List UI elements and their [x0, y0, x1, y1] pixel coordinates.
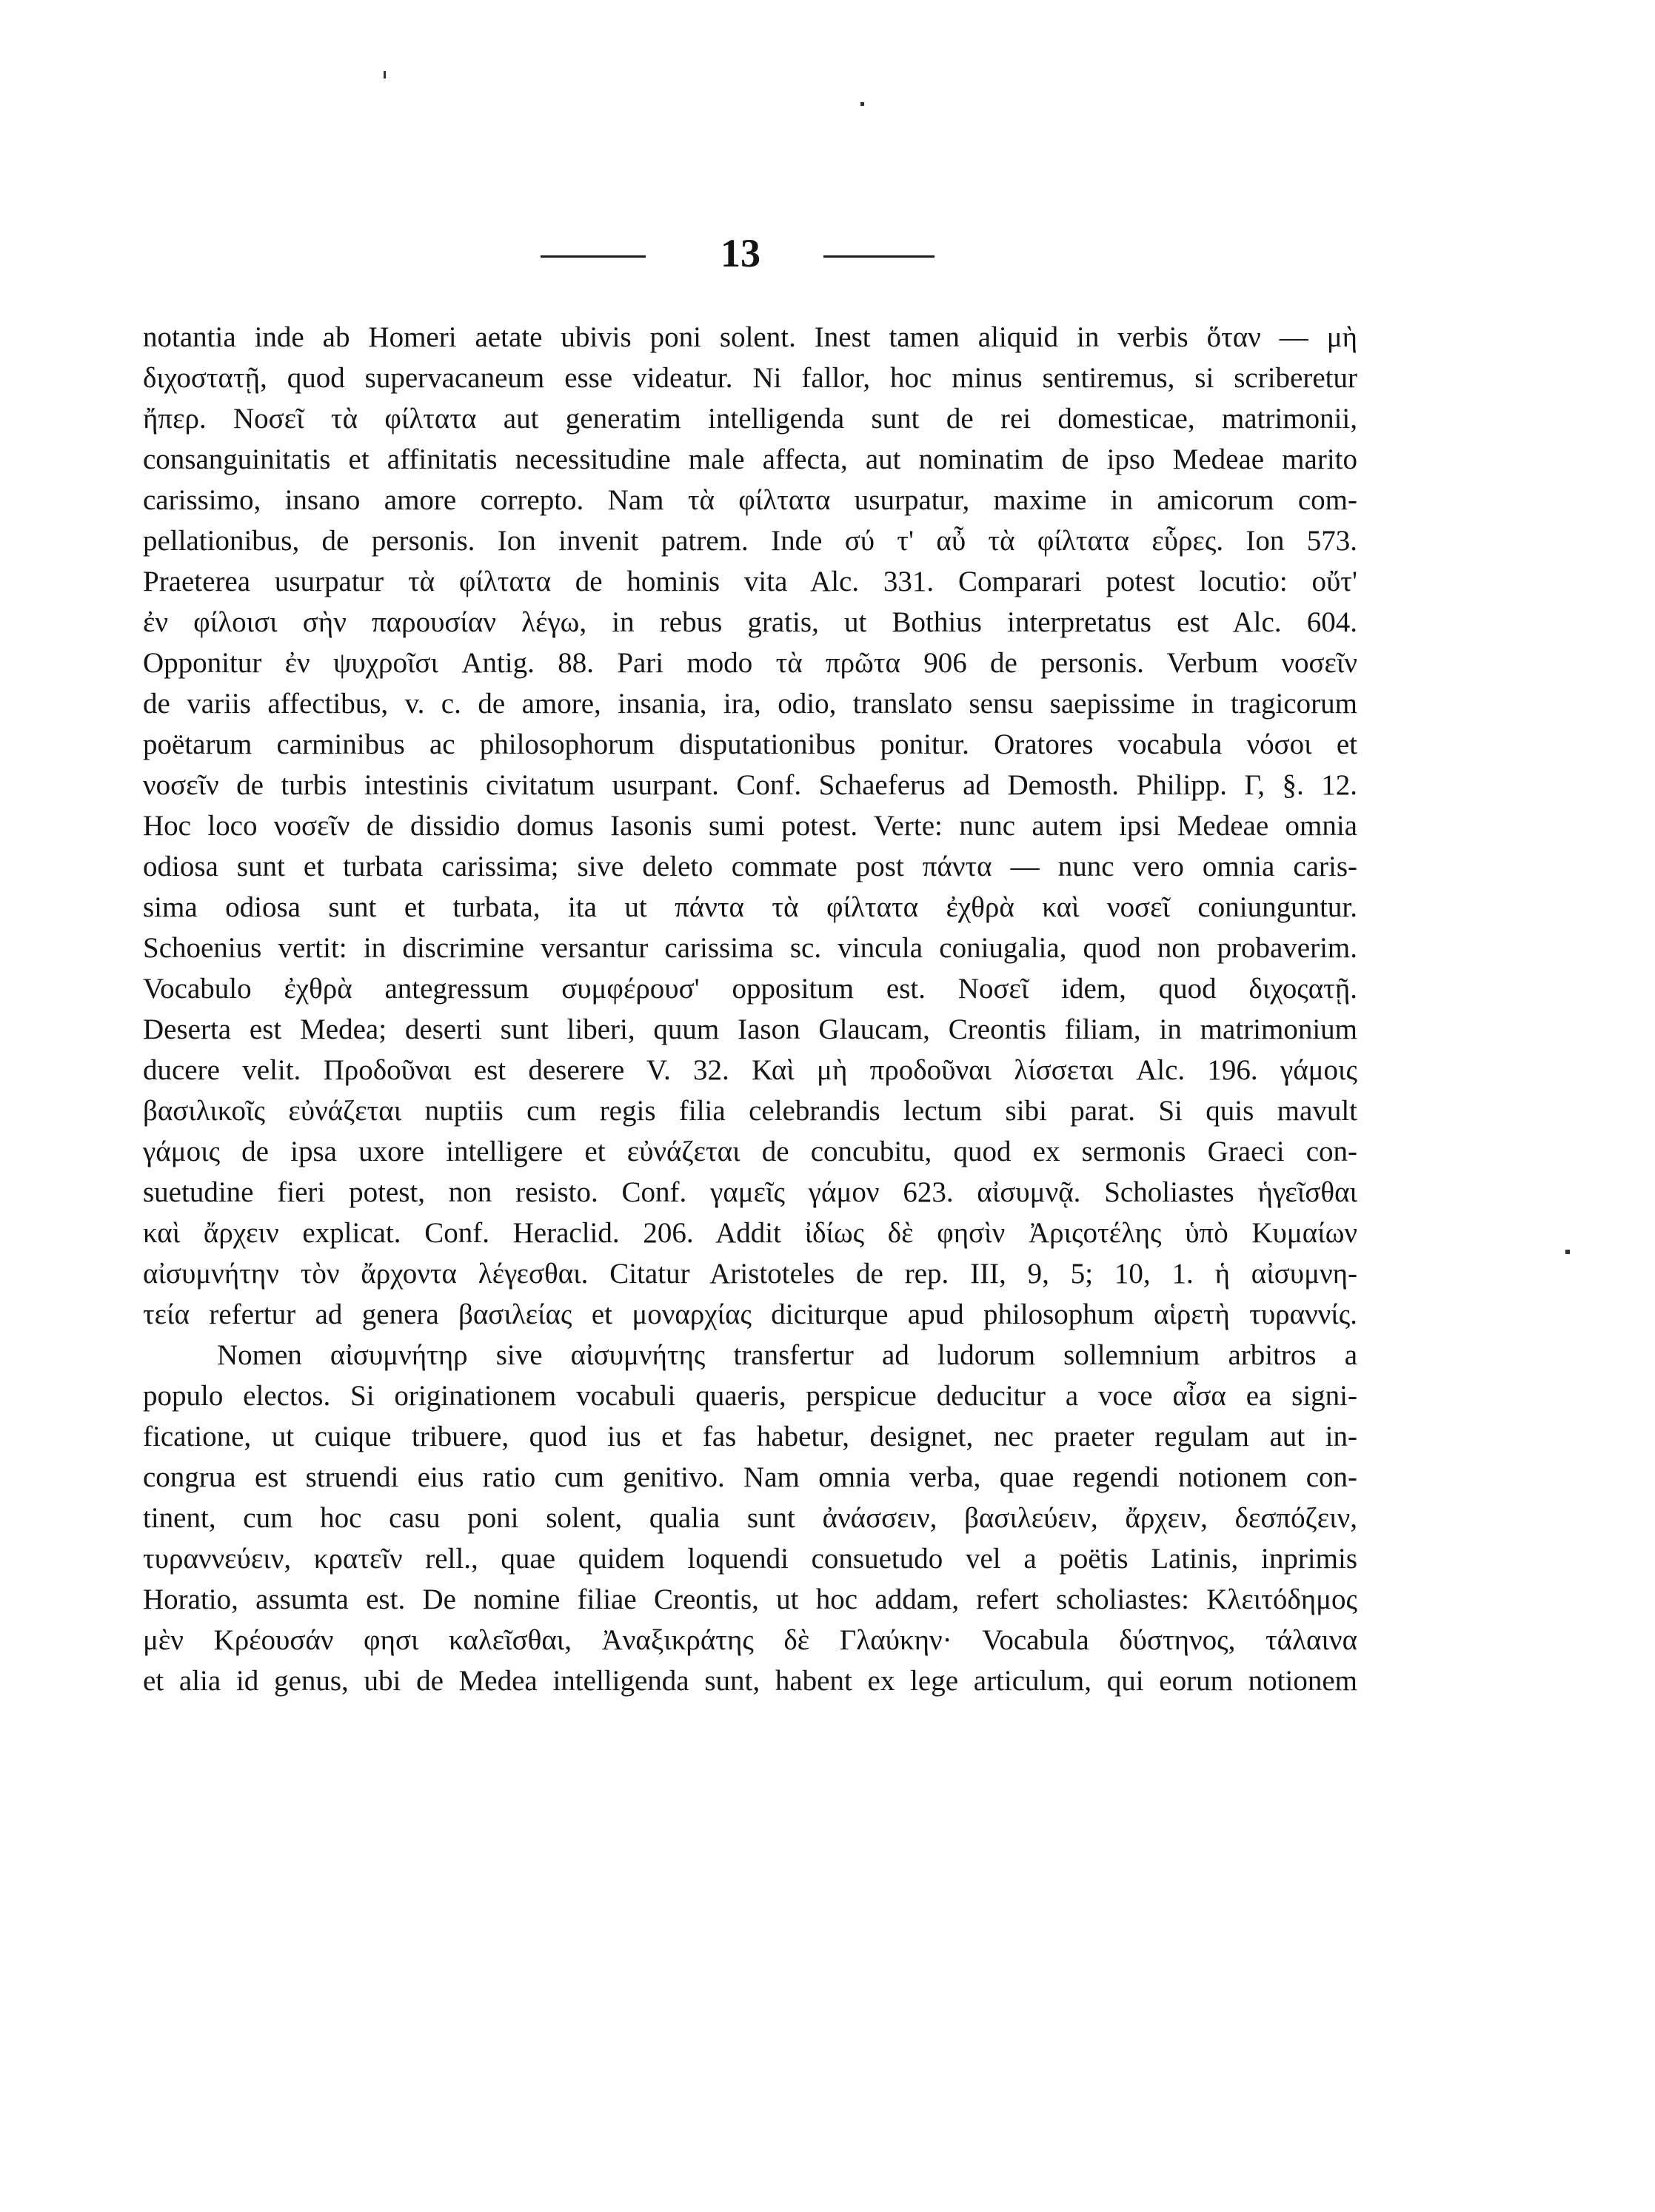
text-line: Schoenius vertit: in discrimine versantur carissima sc. vincula coniugalia, quod non probaverim.: [143, 932, 1357, 964]
text-line: de variis affectibus, v. c. de amore, insania, ira, odio, translato sensu saepissime in tragicorum: [143, 688, 1357, 720]
text-line: et alia id genus, ubi de Medea intelligenda sunt, habent ex lege articulum, qui eorum notionem: [143, 1665, 1357, 1697]
text-line: odiosa sunt et turbata carissima; sive deleto commate post πάντα — nunc vero omnia caris-: [143, 851, 1357, 882]
text-line: μὲν Κρέουσάν φησι καλεῖσθαι, Ἀναξικράτης δὲ Γλαύκην· Vocabula δύστηνος, τάλαινα: [143, 1624, 1357, 1656]
text-line: Hoc loco νοσεῖν de dissidio domus Iasonis sumi potest. Verte: nunc autem ipsi Medeae omnia: [143, 810, 1357, 842]
text-line: ducere velit. Προδοῦναι est deserere V. 32. Καὶ μὴ προδοῦναι λίσσεται Alc. 196. γάμοις: [143, 1054, 1357, 1086]
scan-speck: [860, 102, 864, 106]
text-line: καὶ ἄρχειν explicat. Conf. Heraclid. 206. Addit ἰδίως δὲ φησὶν Ἀριςοτέλης ὑπὸ Κυμαίων: [143, 1217, 1357, 1249]
text-line: Opponitur ἐν ψυχροῖσι Antig. 88. Pari modo τὰ πρῶτα 906 de personis. Verbum νοσεῖν: [143, 647, 1357, 679]
text-line: poëtarum carminibus ac philosophorum disputationibus ponitur. Oratores vocabula νόσοι et: [143, 728, 1357, 760]
text-line: τεία refertur ad genera βασιλείας et μοναρχίας diciturque apud philosophum αἱρετὴ τυραννίς.: [143, 1298, 1357, 1330]
text-line: sima odiosa sunt et turbata, ita ut πάντα τὰ φίλτατα ἐχθρὰ καὶ νοσεῖ coniunguntur.: [143, 891, 1357, 923]
text-line: ἤπερ. Νοσεῖ τὰ φίλτατα aut generatim intelligenda sunt de rei domesticae, matrimonii,: [143, 403, 1357, 435]
text-line: Horatio, assumta est. De nomine filiae Creontis, ut hoc addam, refert scholiastes: Κλειτόδημος: [143, 1583, 1357, 1615]
paragraph-start-line: Nomen αἰσυμνήτηρ sive αἰσυμνήτης transfertur ad ludorum sollemnium arbitros a: [217, 1339, 1357, 1371]
text-line: carissimo, insano amore correpto. Nam τὰ φίλτατα usurpatur, maxime in amicorum com-: [143, 484, 1357, 516]
header-rule-right: [823, 255, 935, 258]
text-line: populo electos. Si originationem vocabuli quaeris, perspicue deducitur a voce αἶσα ea signi-: [143, 1380, 1357, 1412]
text-line: διχοστατῇ, quod supervacaneum esse videatur. Ni fallor, hoc minus sentiremus, si scriberetur: [143, 362, 1357, 394]
text-line: pellationibus, de personis. Ion invenit patrem. Inde σύ τ' αὖ τὰ φίλτατα εὗρες. Ion 573.: [143, 525, 1357, 557]
scan-speck: [1565, 1250, 1570, 1254]
text-line: notantia inde ab Homeri aetate ubivis poni solent. Inest tamen aliquid in verbis ὅταν — μὴ: [143, 321, 1357, 353]
text-line: τυραννεύειν, κρατεῖν rell., quae quidem loquendi consuetudo vel a poëtis Latinis, inprimis: [143, 1543, 1357, 1575]
text-line: αἰσυμνήτην τὸν ἄρχοντα λέγεσθαι. Citatur Aristoteles de rep. III, 9, 5; 10, 1. ἡ αἰσυμνη-: [143, 1258, 1357, 1290]
text-line: Praeterea usurpatur τὰ φίλτατα de hominis vita Alc. 331. Comparari potest locutio: οὔτ': [143, 566, 1357, 597]
text-line: suetudine fieri potest, non resisto. Conf. γαμεῖς γάμον 623. αἰσυμνᾷ. Scholiastes ἡγεῖσθαι: [143, 1176, 1357, 1208]
page-number: 13: [720, 231, 760, 275]
page-header: [0, 231, 1655, 275]
text-line: congrua est struendi eius ratio cum genitivo. Nam omnia verba, quae regendi notionem con-: [143, 1461, 1357, 1493]
text-line: ficatione, ut cuique tribuere, quod ius et fas habetur, designet, nec praeter regulam aut in-: [143, 1421, 1357, 1452]
text-line: Deserta est Medea; deserti sunt liberi, quum Iason Glaucam, Creontis filiam, in matrimonium: [143, 1013, 1357, 1045]
text-line: tinent, cum hoc casu poni solent, qualia sunt ἀνάσσειν, βασιλεύειν, ἄρχειν, δεσπόζειν,: [143, 1502, 1357, 1534]
text-line: γάμοις de ipsa uxore intelligere et εὐνάζεται de concubitu, quod ex sermonis Graeci con-: [143, 1136, 1357, 1167]
header-rule-left: [541, 255, 646, 258]
text-line: βασιλικοῖς εὐνάζεται nuptiis cum regis filia celebrandis lectum sibi parat. Si quis mavult: [143, 1095, 1357, 1127]
text-line: νοσεῖν de turbis intestinis civitatum usurpant. Conf. Schaeferus ad Demosth. Philipp. Γ, §. 12.: [143, 769, 1357, 801]
body-text: [143, 317, 1357, 1701]
text-line: Vocabulo ἐχθρὰ antegressum συμφέρουσ' oppositum est. Νοσεῖ idem, quod διχοςατῇ.: [143, 973, 1357, 1005]
text-line: ἐν φίλοισι σὴν παρουσίαν λέγω, in rebus gratis, ut Bothius interpretatus est Alc. 604.: [143, 606, 1357, 638]
scan-speck: [384, 71, 386, 78]
text-line: consanguinitatis et affinitatis necessitudine male affecta, aut nominatim de ipso Medeae marito: [143, 443, 1357, 475]
